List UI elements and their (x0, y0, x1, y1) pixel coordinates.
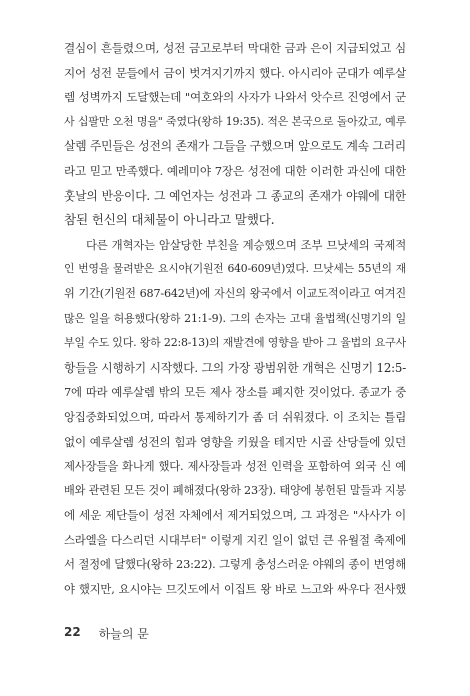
text-line: 사 십팔만 오천 명을" 죽였다(왕하 19:35). 적은 본국으로 돌아갔고, 예루 (64, 114, 406, 128)
text-line: 항들을 시행하기 시작했다. 그의 가장 광범위한 개혁은 신명기 12:5- (64, 360, 406, 375)
text-line: 7에 따라 예루살렘 밖의 모든 제사 장소를 폐지한 것이었다. 종교가 중 (64, 385, 406, 400)
text-line: 인 번영을 물려받은 요시야(기원전 640-609년)였다. 므낫세는 55년의 재 (64, 262, 406, 276)
text-line: 지어 성전 문들에서 금이 벗겨지기까지 했다. 아시리아 군대가 예루살 (64, 65, 406, 80)
text-line: 라고 믿고 만족했다. 예레미야 7장은 성전에 대한 이러한 과신에 대한 (64, 163, 406, 178)
text-line: 스라엘을 다스리던 시대부터" 이렇게 지킨 일이 없던 큰 유월절 축제에 (64, 532, 406, 547)
text-line: 살렘 주민들은 성전의 존재가 그들을 구했으며 앞으로도 계속 그러리 (64, 139, 406, 154)
text-line: 부일 수도 있다. 왕하 22:8-13)의 재발견에 영향을 받아 그 율법의 요구사 (64, 336, 406, 350)
text-line: 많은 일을 허용했다(왕하 21:1-9). 그의 손자는 고대 율법책(신명기의 일 (64, 311, 406, 325)
running-title: 하늘의 문 (98, 627, 149, 641)
text-line: 제사장들을 화나게 했다. 제사장들과 성전 인력을 포함하여 외국 신 예 (64, 459, 406, 474)
text-line: 다른 개혁자는 암살당한 부친을 계승했으며 조부 므낫세의 국제적 (86, 237, 406, 252)
text-line: 없이 예루살렘 성전의 힘과 영향을 키웠을 테지만 시골 산당들에 있던 (64, 434, 406, 449)
text-line: 에 세운 제단들이 성전 자체에서 제거되었으며, 그 과정은 "사사가 이 (64, 508, 406, 523)
text-line: 위 기간(기원전 687-642년)에 자신의 왕국에서 이교도적이라고 여겨진 (64, 286, 406, 300)
text-line: 앙집중화되었으며, 따라서 통제하기가 좀 더 쉬워졌다. 이 조치는 틀림 (64, 409, 406, 424)
text-line: 야 했지만, 요시야는 므깃도에서 이집트 왕 바로 느고와 싸우다 전사했 (64, 582, 406, 597)
text-line: 렘 성벽까지 도달했는데 "여호와의 사자가 나와서 앗수르 진영에서 군 (64, 90, 406, 105)
page-number: 22 (64, 625, 81, 639)
text-line: 결심이 흔들렸으며, 성전 금고로부터 막대한 금과 은이 지급되었고 심 (64, 41, 406, 55)
text-line: 배와 관련된 모든 것이 폐해졌다(왕하 23장). 태양에 봉헌된 말들과 지붕 (64, 483, 406, 497)
text-line: 훗날의 반응이다. 그 예언자는 성전과 그 종교의 존재가 야웨에 대한 (64, 188, 406, 203)
body-text (64, 36, 406, 602)
text-line: 서 절정에 달했다(왕하 23:22). 그렇게 충성스러운 야웨의 종이 번영해 (64, 557, 406, 572)
page-footer (64, 625, 149, 642)
text-line: 참된 헌신의 대체물이 아니라고 말했다. (64, 212, 275, 228)
